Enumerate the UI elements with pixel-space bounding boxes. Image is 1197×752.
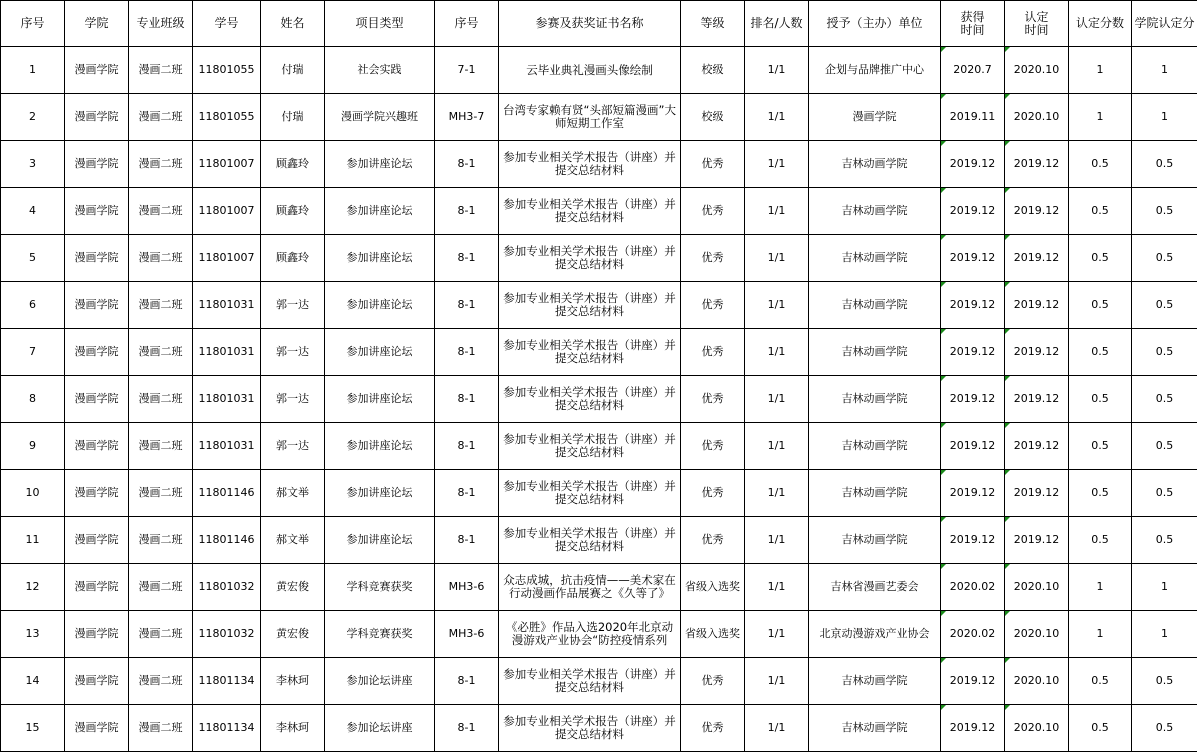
table-cell[interactable]: 顾鑫玲 bbox=[261, 188, 325, 235]
table-cell[interactable]: 1/1 bbox=[745, 329, 809, 376]
table-cell[interactable]: 优秀 bbox=[681, 141, 745, 188]
table-cell[interactable]: 11801146 bbox=[193, 517, 261, 564]
header-cell[interactable]: 专业班级 bbox=[129, 1, 193, 47]
table-cell[interactable]: 参加讲座论坛 bbox=[325, 235, 435, 282]
table-cell[interactable]: 1/1 bbox=[745, 235, 809, 282]
table-cell[interactable]: 漫画二班 bbox=[129, 658, 193, 705]
table-cell[interactable]: 2019.12 bbox=[941, 282, 1005, 329]
table-cell[interactable]: 黄宏俊 bbox=[261, 564, 325, 611]
table-cell[interactable]: 1 bbox=[1132, 94, 1197, 141]
table-cell[interactable]: 漫画学院 bbox=[65, 517, 129, 564]
table-cell[interactable]: 0.5 bbox=[1069, 141, 1132, 188]
header-cell[interactable]: 获得时间 bbox=[941, 1, 1005, 47]
table-cell[interactable]: 1 bbox=[1069, 47, 1132, 94]
table-cell[interactable]: 1/1 bbox=[745, 517, 809, 564]
table-cell[interactable]: 吉林动画学院 bbox=[809, 423, 941, 470]
table-cell[interactable]: 漫画学院 bbox=[65, 141, 129, 188]
table-cell[interactable]: 优秀 bbox=[681, 423, 745, 470]
table-cell[interactable]: 学科竞赛获奖 bbox=[325, 564, 435, 611]
table-cell[interactable]: 参加讲座论坛 bbox=[325, 329, 435, 376]
table-cell[interactable]: 漫画学院 bbox=[65, 94, 129, 141]
table-cell[interactable]: 优秀 bbox=[681, 470, 745, 517]
table-cell[interactable]: 参加论坛讲座 bbox=[325, 658, 435, 705]
header-cell[interactable]: 学号 bbox=[193, 1, 261, 47]
table-cell[interactable]: 吉林动画学院 bbox=[809, 282, 941, 329]
table-cell[interactable]: 2019.12 bbox=[1005, 517, 1069, 564]
table-cell[interactable]: 优秀 bbox=[681, 188, 745, 235]
table-row bbox=[1, 611, 1197, 658]
table-cell[interactable]: 吉林动画学院 bbox=[809, 235, 941, 282]
table-cell[interactable]: 1/1 bbox=[745, 94, 809, 141]
header-cell[interactable]: 授予（主办）单位 bbox=[809, 1, 941, 47]
table-cell[interactable]: 漫画二班 bbox=[129, 188, 193, 235]
table-cell[interactable]: 参加专业相关学术报告（讲座）并提交总结材料 bbox=[499, 188, 681, 235]
table-cell[interactable]: 2019.12 bbox=[1005, 329, 1069, 376]
table-cell[interactable]: 6 bbox=[1, 282, 65, 329]
table-cell[interactable]: 0.5 bbox=[1132, 517, 1197, 564]
table-cell[interactable]: 2019.12 bbox=[941, 517, 1005, 564]
table-cell[interactable]: 学科竞赛获奖 bbox=[325, 611, 435, 658]
table-cell[interactable]: 顾鑫玲 bbox=[261, 235, 325, 282]
table-row bbox=[1, 658, 1197, 705]
table-cell[interactable]: 吉林动画学院 bbox=[809, 658, 941, 705]
table-cell[interactable]: 0.5 bbox=[1132, 282, 1197, 329]
table-cell[interactable]: 0.5 bbox=[1069, 423, 1132, 470]
table-cell[interactable]: 0.5 bbox=[1069, 658, 1132, 705]
table-cell[interactable]: 吉林动画学院 bbox=[809, 141, 941, 188]
table-cell[interactable]: 郭一达 bbox=[261, 282, 325, 329]
table-cell[interactable]: 5 bbox=[1, 235, 65, 282]
table-cell[interactable]: 8-1 bbox=[435, 188, 499, 235]
table-cell[interactable]: 0.5 bbox=[1132, 376, 1197, 423]
table-row bbox=[1, 376, 1197, 423]
table-cell[interactable]: 1 bbox=[1132, 611, 1197, 658]
table-cell[interactable]: 2019.12 bbox=[1005, 423, 1069, 470]
table-cell[interactable]: 2020.10 bbox=[1005, 564, 1069, 611]
header-cell[interactable]: 姓名 bbox=[261, 1, 325, 47]
table-cell[interactable]: 3 bbox=[1, 141, 65, 188]
table-cell[interactable]: 优秀 bbox=[681, 376, 745, 423]
table-cell[interactable]: 11801031 bbox=[193, 282, 261, 329]
table-row bbox=[1, 423, 1197, 470]
table-row bbox=[1, 47, 1197, 94]
table-cell[interactable]: 省级入选奖 bbox=[681, 564, 745, 611]
table-cell[interactable]: 11801134 bbox=[193, 705, 261, 752]
table-cell[interactable]: 漫画二班 bbox=[129, 564, 193, 611]
table-cell[interactable]: 0.5 bbox=[1069, 329, 1132, 376]
table-cell[interactable]: 参加专业相关学术报告（讲座）并提交总结材料 bbox=[499, 329, 681, 376]
table-cell[interactable]: 优秀 bbox=[681, 329, 745, 376]
table-cell[interactable]: 2019.11 bbox=[941, 94, 1005, 141]
table-cell[interactable]: 2019.12 bbox=[1005, 470, 1069, 517]
table-cell[interactable]: 郝文举 bbox=[261, 517, 325, 564]
table-cell[interactable]: 7-1 bbox=[435, 47, 499, 94]
table-cell[interactable]: 2019.12 bbox=[1005, 376, 1069, 423]
table-cell[interactable]: 漫画学院 bbox=[65, 376, 129, 423]
table-cell[interactable]: 优秀 bbox=[681, 235, 745, 282]
table-cell[interactable]: 2019.12 bbox=[941, 658, 1005, 705]
table-cell[interactable]: 11801032 bbox=[193, 611, 261, 658]
table-cell[interactable]: 漫画二班 bbox=[129, 517, 193, 564]
table-cell[interactable]: 漫画学院 bbox=[65, 470, 129, 517]
table-cell[interactable]: 11801007 bbox=[193, 141, 261, 188]
table-cell[interactable]: 0.5 bbox=[1069, 705, 1132, 752]
table-row bbox=[1, 188, 1197, 235]
table-cell[interactable]: 漫画二班 bbox=[129, 329, 193, 376]
table-cell[interactable]: 0.5 bbox=[1132, 235, 1197, 282]
table-cell[interactable]: 1/1 bbox=[745, 47, 809, 94]
table-cell[interactable]: 参加专业相关学术报告（讲座）并提交总结材料 bbox=[499, 423, 681, 470]
table-row bbox=[1, 517, 1197, 564]
table-cell[interactable]: 参加专业相关学术报告（讲座）并提交总结材料 bbox=[499, 376, 681, 423]
table-cell[interactable]: 郝文举 bbox=[261, 470, 325, 517]
table-cell[interactable]: 吉林动画学院 bbox=[809, 705, 941, 752]
table-cell[interactable]: 1/1 bbox=[745, 658, 809, 705]
table-cell[interactable]: 黄宏俊 bbox=[261, 611, 325, 658]
table-cell[interactable]: 参加专业相关学术报告（讲座）并提交总结材料 bbox=[499, 470, 681, 517]
table-cell[interactable]: 吉林动画学院 bbox=[809, 188, 941, 235]
table-cell[interactable]: 1 bbox=[1069, 94, 1132, 141]
table-cell[interactable]: 1/1 bbox=[745, 611, 809, 658]
table-cell[interactable]: 吉林动画学院 bbox=[809, 470, 941, 517]
table-cell[interactable]: 11801007 bbox=[193, 188, 261, 235]
table-cell[interactable]: 台湾专家赖有贤“头部短篇漫画”大师短期工作室 bbox=[499, 94, 681, 141]
header-cell[interactable]: 参赛及获奖证书名称 bbox=[499, 1, 681, 47]
table-cell[interactable]: 漫画二班 bbox=[129, 94, 193, 141]
table-cell[interactable]: 2020.10 bbox=[1005, 658, 1069, 705]
table-cell[interactable]: 12 bbox=[1, 564, 65, 611]
table-cell[interactable]: 14 bbox=[1, 658, 65, 705]
table-cell[interactable]: 1/1 bbox=[745, 564, 809, 611]
table-cell[interactable]: 8-1 bbox=[435, 329, 499, 376]
table-cell[interactable]: 1 bbox=[1069, 611, 1132, 658]
table-cell[interactable]: 0.5 bbox=[1132, 141, 1197, 188]
table-cell[interactable]: 参加论坛讲座 bbox=[325, 705, 435, 752]
table-cell[interactable]: 社会实践 bbox=[325, 47, 435, 94]
table-cell[interactable]: 11801031 bbox=[193, 376, 261, 423]
header-cell[interactable]: 认定分数 bbox=[1069, 1, 1132, 47]
table-cell[interactable]: 2019.12 bbox=[941, 235, 1005, 282]
table-cell[interactable]: 0.5 bbox=[1069, 282, 1132, 329]
table-cell[interactable]: 2020.10 bbox=[1005, 705, 1069, 752]
table-cell[interactable]: 参加讲座论坛 bbox=[325, 376, 435, 423]
table-cell[interactable]: 漫画学院兴趣班 bbox=[325, 94, 435, 141]
table-cell[interactable]: 2019.12 bbox=[1005, 282, 1069, 329]
table-cell[interactable]: 0.5 bbox=[1132, 329, 1197, 376]
table-cell[interactable]: 13 bbox=[1, 611, 65, 658]
table-cell[interactable]: 2019.12 bbox=[941, 705, 1005, 752]
table-cell[interactable]: 11 bbox=[1, 517, 65, 564]
table-cell[interactable]: MH3-6 bbox=[435, 564, 499, 611]
table-cell[interactable]: 漫画二班 bbox=[129, 423, 193, 470]
table-cell[interactable]: 郭一达 bbox=[261, 329, 325, 376]
table-cell[interactable]: 北京动漫游戏产业协会 bbox=[809, 611, 941, 658]
table-cell[interactable]: 0.5 bbox=[1132, 658, 1197, 705]
table-cell[interactable]: 《必胜》作品入选2020年北京动漫游戏产业协会“防控疫情系列 bbox=[499, 611, 681, 658]
table-cell[interactable]: 0.5 bbox=[1069, 470, 1132, 517]
table-cell[interactable]: 2020.10 bbox=[1005, 94, 1069, 141]
table-cell[interactable]: 1/1 bbox=[745, 141, 809, 188]
table-cell[interactable]: 2019.12 bbox=[941, 329, 1005, 376]
table-cell[interactable]: 1/1 bbox=[745, 423, 809, 470]
table-cell[interactable]: 漫画二班 bbox=[129, 47, 193, 94]
table-row bbox=[1, 564, 1197, 611]
table-cell[interactable]: 漫画二班 bbox=[129, 611, 193, 658]
table-cell[interactable]: 吉林动画学院 bbox=[809, 329, 941, 376]
table-cell[interactable]: 优秀 bbox=[681, 658, 745, 705]
table-cell[interactable]: 0.5 bbox=[1069, 517, 1132, 564]
table-cell[interactable]: 参加专业相关学术报告（讲座）并提交总结材料 bbox=[499, 658, 681, 705]
table-cell[interactable]: 优秀 bbox=[681, 517, 745, 564]
table-cell[interactable]: 1/1 bbox=[745, 705, 809, 752]
table-row bbox=[1, 705, 1197, 752]
table-row bbox=[1, 235, 1197, 282]
table-cell[interactable]: 11801032 bbox=[193, 564, 261, 611]
table-cell[interactable]: 2019.12 bbox=[941, 470, 1005, 517]
table-cell[interactable]: 0.5 bbox=[1069, 235, 1132, 282]
table-cell[interactable]: 郭一达 bbox=[261, 376, 325, 423]
table-cell[interactable]: 0.5 bbox=[1069, 188, 1132, 235]
table-cell[interactable]: 2 bbox=[1, 94, 65, 141]
table-cell[interactable]: 11801055 bbox=[193, 94, 261, 141]
table-cell[interactable]: 0.5 bbox=[1132, 423, 1197, 470]
table-cell[interactable]: 2020.02 bbox=[941, 611, 1005, 658]
table-cell[interactable]: 漫画学院 bbox=[65, 658, 129, 705]
table-body bbox=[1, 47, 1197, 752]
table-cell[interactable]: 漫画学院 bbox=[809, 94, 941, 141]
table-cell[interactable]: 云毕业典礼漫画头像绘制 bbox=[499, 47, 681, 94]
table-cell[interactable]: 11801007 bbox=[193, 235, 261, 282]
header-cell[interactable]: 排名/人数 bbox=[745, 1, 809, 47]
table-cell[interactable]: 漫画二班 bbox=[129, 141, 193, 188]
table-cell[interactable]: 参加讲座论坛 bbox=[325, 188, 435, 235]
table-cell[interactable]: 付瑞 bbox=[261, 47, 325, 94]
header-cell[interactable]: 认定时间 bbox=[1005, 1, 1069, 47]
table-cell[interactable]: 李林珂 bbox=[261, 705, 325, 752]
table-cell[interactable]: 4 bbox=[1, 188, 65, 235]
header-cell[interactable]: 项目类型 bbox=[325, 1, 435, 47]
table-cell[interactable]: 参加讲座论坛 bbox=[325, 282, 435, 329]
table-cell[interactable]: 参加讲座论坛 bbox=[325, 517, 435, 564]
table-cell[interactable]: 漫画二班 bbox=[129, 235, 193, 282]
table-cell[interactable]: MH3-6 bbox=[435, 611, 499, 658]
table-cell[interactable]: 漫画二班 bbox=[129, 282, 193, 329]
table-cell[interactable]: 参加专业相关学术报告（讲座）并提交总结材料 bbox=[499, 282, 681, 329]
header-cell[interactable]: 序号 bbox=[1, 1, 65, 47]
header-row bbox=[1, 1, 1197, 47]
table-cell[interactable]: 顾鑫玲 bbox=[261, 141, 325, 188]
table-row bbox=[1, 94, 1197, 141]
table-cell[interactable]: 2020.10 bbox=[1005, 611, 1069, 658]
table-cell[interactable]: 1 bbox=[1132, 564, 1197, 611]
table-cell[interactable]: 10 bbox=[1, 470, 65, 517]
table-cell[interactable]: 2019.12 bbox=[941, 376, 1005, 423]
table-cell[interactable]: 0.5 bbox=[1132, 705, 1197, 752]
table-cell[interactable]: 校级 bbox=[681, 94, 745, 141]
table-cell[interactable]: 优秀 bbox=[681, 705, 745, 752]
table-cell[interactable]: 漫画学院 bbox=[65, 188, 129, 235]
table-cell[interactable]: 2020.10 bbox=[1005, 47, 1069, 94]
table-cell[interactable]: 漫画学院 bbox=[65, 423, 129, 470]
table-cell[interactable]: 众志成城，抗击疫情——美术家在行动漫画作品展赛之《久等了》 bbox=[499, 564, 681, 611]
table-cell[interactable]: 漫画学院 bbox=[65, 564, 129, 611]
table-cell[interactable]: 8-1 bbox=[435, 376, 499, 423]
table-cell[interactable]: 参加讲座论坛 bbox=[325, 423, 435, 470]
table-cell[interactable]: 1 bbox=[1, 47, 65, 94]
table-cell[interactable]: 1/1 bbox=[745, 376, 809, 423]
table-row bbox=[1, 282, 1197, 329]
table-cell[interactable]: 2019.12 bbox=[941, 141, 1005, 188]
table-cell[interactable]: 漫画学院 bbox=[65, 611, 129, 658]
table-cell[interactable]: 8-1 bbox=[435, 705, 499, 752]
table-cell[interactable]: 吉林动画学院 bbox=[809, 517, 941, 564]
table-cell[interactable]: 参加讲座论坛 bbox=[325, 141, 435, 188]
header-cell[interactable]: 序号 bbox=[435, 1, 499, 47]
table-cell[interactable]: 漫画学院 bbox=[65, 235, 129, 282]
header-cell[interactable]: 等级 bbox=[681, 1, 745, 47]
table-cell[interactable]: 1 bbox=[1132, 47, 1197, 94]
table-cell[interactable]: 1 bbox=[1069, 564, 1132, 611]
table-cell[interactable]: 参加专业相关学术报告（讲座）并提交总结材料 bbox=[499, 141, 681, 188]
table-cell[interactable]: 漫画二班 bbox=[129, 470, 193, 517]
table-row bbox=[1, 329, 1197, 376]
table-cell[interactable]: 2019.12 bbox=[1005, 141, 1069, 188]
table-cell[interactable]: 企划与品牌推广中心 bbox=[809, 47, 941, 94]
table-cell[interactable]: 1/1 bbox=[745, 282, 809, 329]
table-cell[interactable]: 2019.12 bbox=[941, 188, 1005, 235]
table-cell[interactable]: 2019.12 bbox=[941, 423, 1005, 470]
table-cell[interactable]: 8-1 bbox=[435, 282, 499, 329]
table-cell[interactable]: 8 bbox=[1, 376, 65, 423]
table-cell[interactable]: 参加专业相关学术报告（讲座）并提交总结材料 bbox=[499, 517, 681, 564]
table-cell[interactable]: 2020.02 bbox=[941, 564, 1005, 611]
table-cell[interactable]: 1/1 bbox=[745, 188, 809, 235]
table-cell[interactable]: 8-1 bbox=[435, 141, 499, 188]
table-cell[interactable]: 0.5 bbox=[1132, 188, 1197, 235]
table-cell[interactable]: 校级 bbox=[681, 47, 745, 94]
table-cell[interactable]: 省级入选奖 bbox=[681, 611, 745, 658]
table-cell[interactable]: 15 bbox=[1, 705, 65, 752]
table-cell[interactable]: 漫画学院 bbox=[65, 705, 129, 752]
table-cell[interactable]: 8-1 bbox=[435, 423, 499, 470]
table-cell[interactable]: 2020.7 bbox=[941, 47, 1005, 94]
table-cell[interactable]: 李林珂 bbox=[261, 658, 325, 705]
table-cell[interactable]: 参加讲座论坛 bbox=[325, 470, 435, 517]
table-cell[interactable]: 11801134 bbox=[193, 658, 261, 705]
table-cell[interactable]: 付瑞 bbox=[261, 94, 325, 141]
table-row bbox=[1, 141, 1197, 188]
table-cell[interactable]: 0.5 bbox=[1132, 470, 1197, 517]
table-cell[interactable]: 11801031 bbox=[193, 423, 261, 470]
table-cell[interactable]: 漫画学院 bbox=[65, 329, 129, 376]
table-cell[interactable]: 吉林省漫画艺委会 bbox=[809, 564, 941, 611]
table-cell[interactable]: 8-1 bbox=[435, 658, 499, 705]
table-cell[interactable]: 漫画学院 bbox=[65, 282, 129, 329]
table-cell[interactable]: 11801146 bbox=[193, 470, 261, 517]
table-cell[interactable]: 参加专业相关学术报告（讲座）并提交总结材料 bbox=[499, 705, 681, 752]
table-cell[interactable]: MH3-7 bbox=[435, 94, 499, 141]
table-cell[interactable]: 参加专业相关学术报告（讲座）并提交总结材料 bbox=[499, 235, 681, 282]
table-cell[interactable]: 漫画二班 bbox=[129, 376, 193, 423]
table-cell[interactable]: 郭一达 bbox=[261, 423, 325, 470]
table-cell[interactable]: 2019.12 bbox=[1005, 188, 1069, 235]
table-cell[interactable]: 吉林动画学院 bbox=[809, 376, 941, 423]
table-row bbox=[1, 470, 1197, 517]
table-cell[interactable]: 1/1 bbox=[745, 470, 809, 517]
table-cell[interactable]: 7 bbox=[1, 329, 65, 376]
table-cell[interactable]: 8-1 bbox=[435, 517, 499, 564]
table-cell[interactable]: 8-1 bbox=[435, 235, 499, 282]
table-cell[interactable]: 优秀 bbox=[681, 282, 745, 329]
header-cell[interactable]: 学院认定分 bbox=[1132, 1, 1197, 47]
table-cell[interactable]: 0.5 bbox=[1069, 376, 1132, 423]
table-cell[interactable]: 2019.12 bbox=[1005, 235, 1069, 282]
table-cell[interactable]: 9 bbox=[1, 423, 65, 470]
table-cell[interactable]: 漫画二班 bbox=[129, 705, 193, 752]
header-cell[interactable]: 学院 bbox=[65, 1, 129, 47]
table-cell[interactable]: 11801055 bbox=[193, 47, 261, 94]
table-cell[interactable]: 8-1 bbox=[435, 470, 499, 517]
table-cell[interactable]: 11801031 bbox=[193, 329, 261, 376]
table-cell[interactable]: 漫画学院 bbox=[65, 47, 129, 94]
